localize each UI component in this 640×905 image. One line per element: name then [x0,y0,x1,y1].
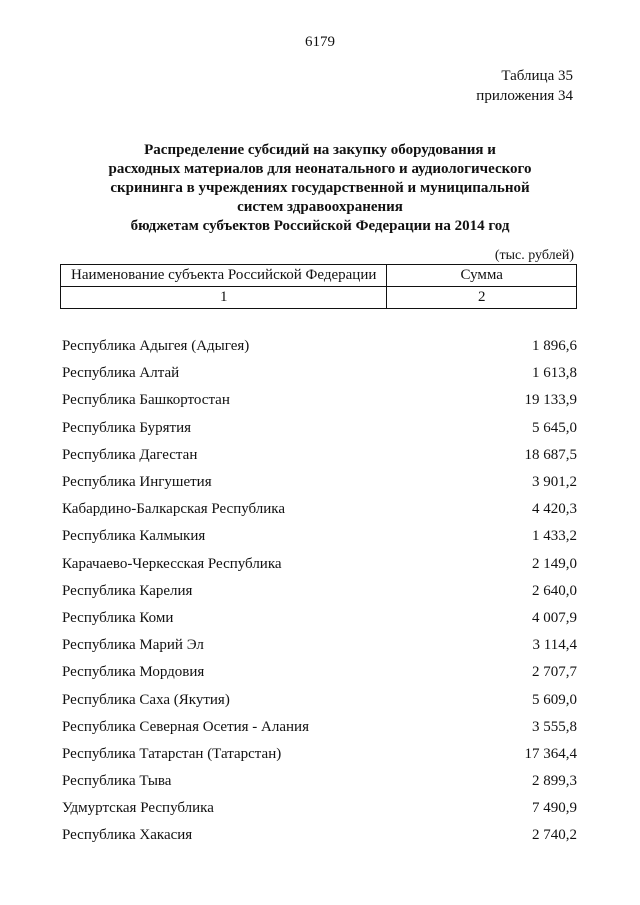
region-name: Республика Бурятия [62,419,192,436]
subsidy-amount: 2 740,2 [532,827,577,844]
subsidy-amount: 2 640,0 [532,582,577,599]
title-line-4: систем здравоохранения [237,199,403,215]
table-row [62,387,577,414]
table-row [62,768,577,795]
column-number-1: 1 [61,287,387,309]
region-name: Республика Башкортостан [62,392,230,409]
table-row [62,360,577,387]
subsidy-amount: 1 613,8 [532,365,577,382]
subsidy-amount: 2 899,3 [532,773,577,790]
table-row [62,523,577,550]
region-name: Республика Северная Осетия - Алания [62,718,309,735]
region-name: Республика Адыгея (Адыгея) [62,338,250,355]
region-name: Республика Саха (Якутия) [62,691,230,708]
region-name: Республика Калмыкия [62,528,206,545]
region-name: Республика Коми [62,609,174,626]
table-row [62,415,577,442]
table-row [62,714,577,741]
table-row [62,686,577,713]
subsidy-amount: 1 896,6 [532,338,577,355]
units-label: (тыс. рублей) [494,248,574,263]
region-name: Республика Марий Эл [62,637,204,654]
subsidy-amount: 18 687,5 [524,446,577,463]
table-reference [476,66,573,106]
table-row [62,496,577,523]
column-header-name: Наименование субъекта Российской Федерации [61,265,387,287]
subsidy-amount: 1 433,2 [532,528,577,545]
subsidy-amount: 19 133,9 [524,392,577,409]
region-name: Республика Дагестан [62,446,198,463]
column-header-amount: Сумма [387,265,577,287]
title-line-5: бюджетам субъектов Российской Федерации на 2014 год [130,218,510,234]
subsidy-amount: 2 707,7 [532,664,577,681]
table-row [62,469,577,496]
table-header [60,264,577,309]
region-name: Удмуртская Республика [62,800,214,817]
region-name: Республика Татарстан (Татарстан) [62,745,282,762]
subsidy-amount: 3 901,2 [532,474,577,491]
table-row [62,632,577,659]
region-name: Республика Тыва [62,773,172,790]
region-name: Республика Хакасия [62,827,193,844]
table-row [62,442,577,469]
table-row [62,578,577,605]
subsidy-amount: 3 114,4 [532,637,577,654]
title-line-3: скрининга в учреждениях государственной и муниципальной [110,180,530,196]
subsidy-amount: 17 364,4 [524,745,577,762]
table-row [62,659,577,686]
table-row [62,822,577,849]
table-ref-line-2: приложения 34 [476,88,573,104]
title-line-1: Распределение субсидий на закупку оборудования и [144,142,496,158]
region-name: Республика Мордовия [62,664,205,681]
title-line-2: расходных материалов для неонатального и аудиологического [108,161,532,177]
document-title [80,141,560,236]
region-name: Карачаево-Черкесская Республика [62,555,282,572]
table-row [62,741,577,768]
table-row [62,605,577,632]
subsidy-amount: 5 645,0 [532,419,577,436]
table-row [62,551,577,578]
region-name: Республика Карелия [62,582,193,599]
column-number-row [61,287,577,309]
column-number-2: 2 [387,287,577,309]
region-name: Кабардино-Балкарская Республика [62,501,286,518]
subsidy-amount: 4 420,3 [532,501,577,518]
header-row [61,265,577,287]
subsidy-amount: 2 149,0 [532,555,577,572]
subsidy-amount: 3 555,8 [532,718,577,735]
table-row [62,795,577,822]
table-row [62,333,577,360]
subsidy-amount: 7 490,9 [532,800,577,817]
region-name: Республика Ингушетия [62,474,212,491]
region-name: Республика Алтай [62,365,180,382]
page-number: 6179 [305,34,335,50]
table-ref-line-1: Таблица 35 [501,68,573,84]
subsidy-amount: 4 007,9 [532,609,577,626]
subsidy-table-body [62,333,577,850]
subsidy-amount: 5 609,0 [532,691,577,708]
